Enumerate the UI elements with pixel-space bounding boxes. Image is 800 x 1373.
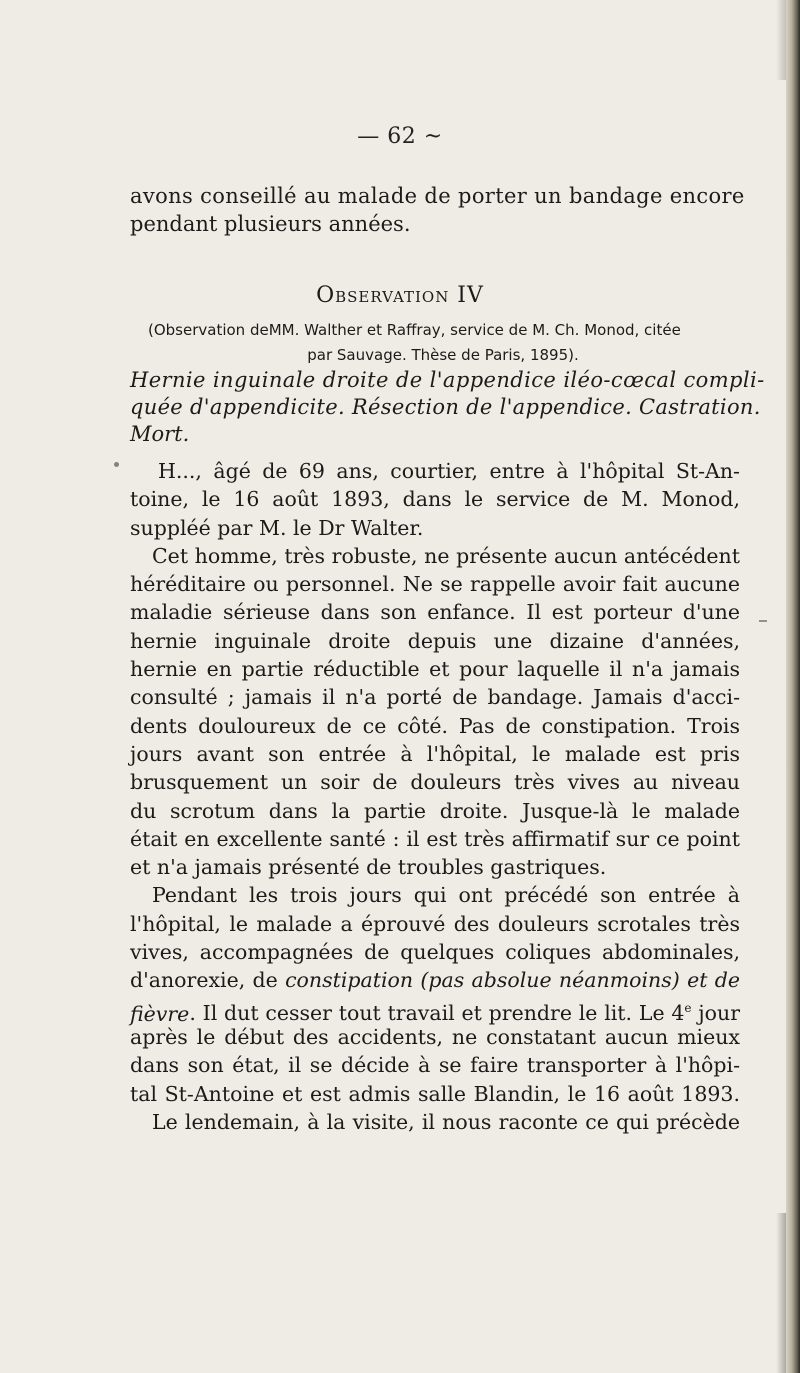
page-edge-shadow-top [776, 0, 786, 80]
case-title [130, 367, 765, 448]
body-line-mixed [130, 966, 740, 994]
body-line: vives, accompagnées de quelques coliques abdominales, [130, 940, 740, 965]
body-line: hernie en partie réductible et pour laquelle il n'a jamais [130, 657, 740, 682]
body-line: H..., âgé de 69 ans, courtier, entre à l'hôpital St-An- [158, 459, 740, 483]
body-line: Cet homme, très robuste, ne présente aucun antécédent [152, 543, 740, 568]
italic-segment: (pas absolue néanmoins) [420, 968, 680, 993]
body-line: suppléé par M. le Dr Walter. [130, 515, 424, 540]
page-number: — 62 ~ [357, 124, 443, 149]
citation-line: (Observation deMM. Walther et Raffray, service de M. Ch. Monod, citée [148, 321, 681, 339]
body-line-segment: d'anorexie, de [130, 968, 286, 993]
page-edge-shadow [786, 0, 800, 1373]
italic-segment: constipation [285, 968, 414, 993]
ink-speck [759, 620, 767, 622]
body-line: hernie inguinale droite depuis une dizaine d'années, [130, 628, 740, 653]
body-line: Pendant les trois jours qui ont précédé son entrée à [152, 883, 740, 908]
body-line: consulté ; jamais il n'a porté de bandage. Jamais d'acci- [130, 685, 740, 710]
body-line: dents douloureux de ce côté. Pas de constipation. Trois [130, 713, 740, 738]
text-line: pendant plusieurs années. [130, 212, 411, 236]
title-line: quée d'appendicite. Résection de l'appendice. Castration. [130, 395, 761, 419]
body-line-rest: . Il dut cesser tout travail et prendre le lit. Le 4e jour [189, 1001, 740, 1026]
page-edge-shadow-bottom [776, 1213, 786, 1373]
citation [148, 318, 748, 368]
body-line [130, 995, 740, 1026]
body-line: et n'a jamais présenté de troubles gastriques. [130, 855, 607, 880]
body-line: héréditaire ou personnel. Ne se rappelle avoir fait aucune [130, 572, 740, 597]
body-line: était en excellente santé : il est très affirmatif sur ce point [130, 826, 740, 851]
title-line: Hernie inguinale droite de l'appendice iléo-cœcal compli- [130, 368, 765, 392]
text-line: avons conseillé au malade de porter un bandage encore [130, 184, 745, 208]
body-line: brusquement un soir de douleurs très vives au niveau [130, 770, 740, 795]
title-line: Mort. [130, 422, 190, 446]
body-line: maladie sérieuse dans son enfance. Il est porteur d'une [130, 600, 740, 625]
body-text [130, 457, 740, 1136]
italic-word: fièvre [130, 1001, 190, 1026]
body-line: dans son état, il se décide à se faire transporter à l'hôpi- [130, 1053, 740, 1078]
body-line: tal St-Antoine et est admis salle Blandin, le 16 août 1893. [130, 1081, 740, 1106]
body-line: jours avant son entrée à l'hôpital, le malade est pris [130, 741, 740, 766]
body-line: après le début des accidents, ne constatant aucun mieux [130, 1024, 740, 1049]
citation-line: par Sauvage. Thèse de Paris, 1895). [307, 346, 579, 364]
observation-heading: Observation IV [316, 283, 484, 308]
body-line: du scrotum dans la partie droite. Jusque-là le malade [130, 798, 740, 823]
top-paragraph [130, 182, 745, 238]
italic-segment: et de [687, 968, 740, 993]
body-line: toine, le 16 août 1893, dans le service de M. Monod, [130, 487, 740, 512]
body-line: Le lendemain, à la visite, il nous raconte ce qui précède [152, 1109, 740, 1134]
ink-speck [114, 462, 119, 467]
body-line: l'hôpital, le malade a éprouvé des douleurs scrotales très [130, 911, 740, 936]
